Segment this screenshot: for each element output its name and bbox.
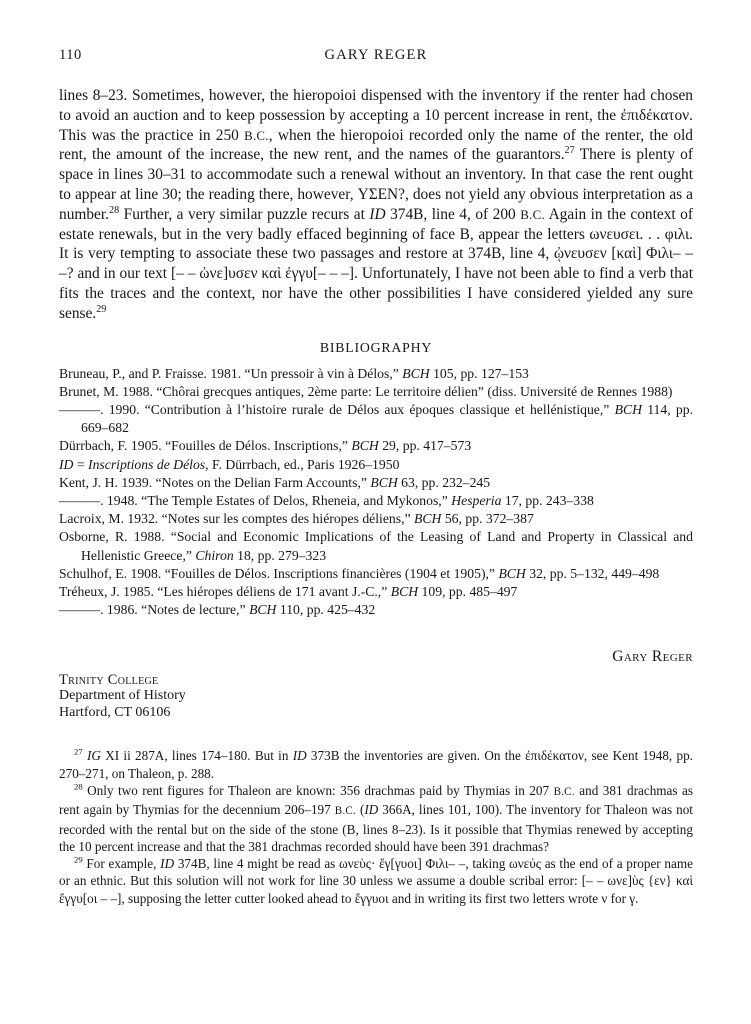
page-number: 110: [59, 47, 82, 63]
footnote-28: $^{28}$ Only two rent figures for Thaleon are known: 356 drachmas paid by Thymias in 207 B.C. and 381 drachmas as rent again by Thymias for the decennium 206–197 B.C. (ID 366A, lines 101, 100). The inventory for Thaleon was not recorded with the rental but on the side of the stone (B, lines 8–23). Is it possible that Thymias renewed by accepting the 10 percent increase and that the 381 drachmas recorded should have been 391 drachmas?: [59, 781, 693, 854]
bibliography-entry-brunet-1988: Brunet, M. 1988. “Chôrai grecques antiques, 2ème parte: Le territoire délien” (diss. Université de Rennes 1988): [59, 383, 673, 399]
running-head: GARY REGER: [324, 47, 428, 63]
footnote-27: $^{27}$ IG XI ii 287A, lines 174–180. But in ID 373B the inventories are given. On the ἐπιδέκατον, see Kent 1948, pp. 270–271, on Thaleon, p. 288.: [59, 747, 693, 781]
author-address: Hartford, CT 06106: [59, 704, 171, 720]
footnotes-section: [59, 747, 693, 907]
bibliography-entry-schulhof-1908: Schulhof, E. 1908. “Fouilles de Délos. Inscriptions financières (1904 et 1905),” BCH 32, pp. 5–132, 449–498: [59, 565, 660, 581]
bibliography-heading: BIBLIOGRAPHY: [319, 339, 433, 355]
bibliography-entry-id: ID = Inscriptions de Délos, F. Dürrbach, ed., Paris 1926–1950: [59, 456, 400, 472]
page-header: [59, 47, 693, 64]
body-paragraph: lines 8–23. Sometimes, however, the hieropoioi dispensed with the inventory if the renter had chosen to avoid an auction and to keep possession by accepting a 10 percent increase in rent, the ἐπιδέκατον. This was the practice in 250 B.C., when the hieropoioi recorded only the name of the renter, the old rent, the amount of the increase, the new rent, and the names of the guarantors.$^{27}$ There is plenty of space in lines 30–31 to accommodate such a renewal without an inventory. In that case the rent ought to appear at line 30; the reading there, however, ΥΣΕΝ?, does not yield any obvious interpretation as a number.$^{28}$ Further, a very similar puzzle recurs at ID 374B, line 4, of 200 B.C. Again in the context of estate renewals, but in the very badly effaced beginning of face B, appear the letters ωνευσει. . . φιλι. It is very tempting to associate these two passages and restore at 374B, line 4, ᾠνευσεν [καὶ] Φιλι– – –? and in our text [– – ὠνε]υσεν καὶ ἐγγυ[– – –]. Unfortunately, I have not been able to find a verb that fits the traces and the context, nor have the other possibilities I have considered yielded any sure sense.$^{29}$: [59, 87, 693, 322]
author-signature-block: [59, 649, 693, 721]
bibliography-entry-bruneau-1981: Bruneau, P., and P. Fraisse. 1981. “Un pressoir à vin à Délos,” BCH 105, pp. 127–153: [59, 365, 529, 381]
author-department: Department of History: [59, 688, 186, 704]
bibliography-list: [59, 365, 693, 620]
bibliography-entry-kent-1948: ———. 1948. “The Temple Estates of Delos, Rheneia, and Mykonos,” Hesperia 17, pp. 243–338: [59, 492, 594, 508]
bibliography-entry-treheux-1986: ———. 1986. “Notes de lecture,” BCH 110, pp. 425–432: [59, 602, 376, 618]
bibliography-entry-lacroix-1932: Lacroix, M. 1932. “Notes sur les comptes des hiéropes déliens,” BCH 56, pp. 372–387: [59, 511, 534, 527]
author-institution: Trinity College: [59, 671, 159, 688]
bibliography-entry-durrbach-1905: Dürrbach, F. 1905. “Fouilles de Délos. Inscriptions,” BCH 29, pp. 417–573: [59, 438, 472, 454]
author-name: Gary Reger: [612, 648, 693, 666]
bibliography-entry-osborne-1988: Osborne, R. 1988. “Social and Economic Implications of the Leasing of Land and Property in Classical and Hellenistic Greece,” Chiron 18, pp. 279–323: [59, 529, 693, 563]
bibliography-entry-kent-1939: Kent, J. H. 1939. “Notes on the Delian Farm Accounts,” BCH 63, pp. 232–245: [59, 474, 491, 490]
bibliography-entry-brunet-1990: ———. 1990. “Contribution à l’histoire rurale de Délos aux époques classique et hellénistique,” BCH 114, pp. 669–682: [59, 401, 693, 436]
bibliography-entry-treheux-1985: Tréheux, J. 1985. “Les hiéropes déliens de 171 avant J.-C.,” BCH 109, pp. 485–497: [59, 584, 518, 599]
footnote-29: $^{29}$ For example, ID 374B, line 4 might be read as ωνεὺς· ἔγ[γυοι] Φιλι– –, taking ωνεύς as the end of a proper name or an ethnic. But this solution will not work for line 30 unless we assume a double scribal error: [– – ωνε]ὺς {εν} καὶ ἔγγυ[οι – –], supposing the letter cutter looked ahead to ἔγγυοι and in writing its first two letters wrote ν for γ.: [59, 854, 693, 906]
